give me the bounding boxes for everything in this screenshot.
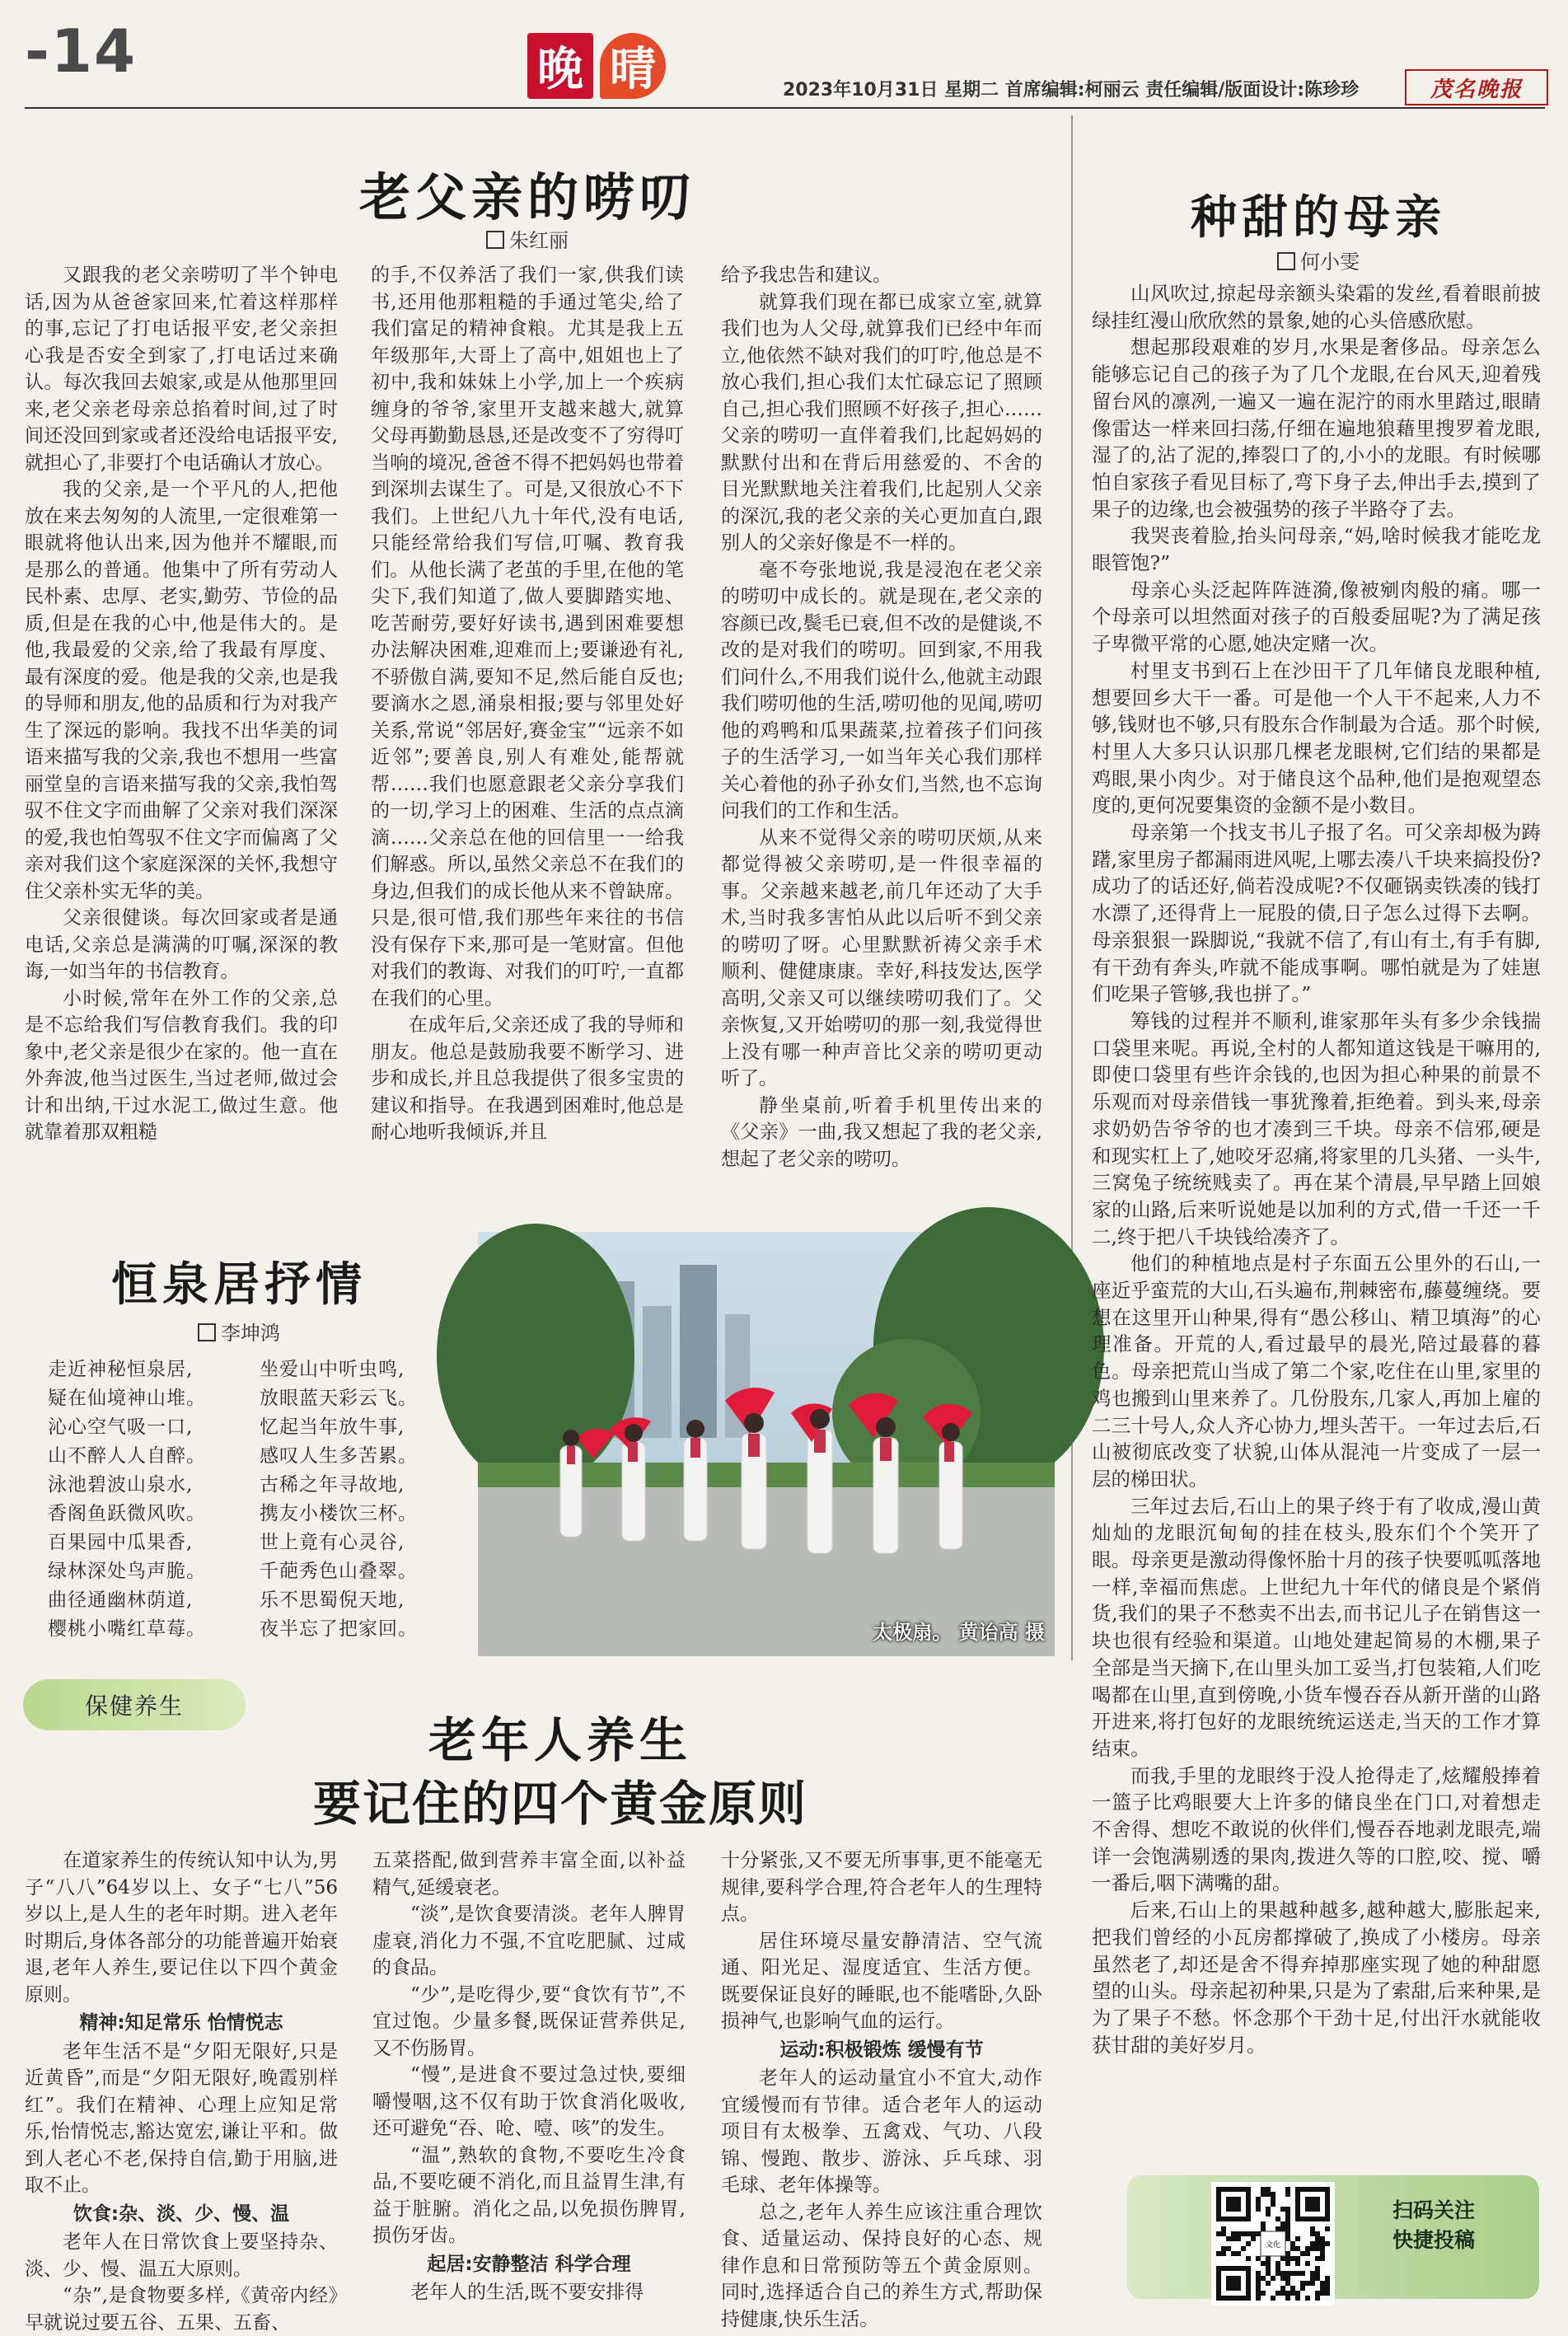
paragraph: 的手,不仅养活了我们一家,供我们读书,还用他那粗糙的手通过笔尖,给了我们富足的精神食粮。尤其是我上五年级那年,大哥上了高中,姐姐也上了初中,我和妹妹上小学,加上一个疾病缠身的爷爷,家里开支越来越大,就算父母再勤勤恳恳,还是改变不了穷得叮当响的境况,爸爸不得不把妈妈也带着到深圳去谋生了。可是,又很放心不下我们。上世纪八九十年代,没有电话,只能经常给我们写信,叮嘱、教育我们。从他长满了老茧的手里,在他的笔尖下,我们知道了,做人要脚踏实地、吃苦耐劳,要好好读书,遇到困难要想办法解决困难,迎难而上;要谦逊有礼,不骄傲自满,要知不足,然后能自反也;要滴水之恩,涌泉相报;要与邻里处好关系,常说“邻居好,赛金宝”“远亲不如近邻”;要善良,别人有难处,能帮就帮……我们也愿意跟老父亲分享我们的一切,学习上的困难、生活的点点滴滴……父亲总在他的回信里一一给我们解惑。所以,虽然父亲总不在我们的身边,但我们的成长他从来不曾缺席。只是,很可惜,我们那些年来往的书信没有保存下来,那可是一笔财富。但他对我们的教诲、对我们的叮咛,一直都在我们的心里。 [371,264,684,1009]
qr-code[interactable] [1211,2182,1335,2306]
poem-line: 香阁鱼跃微风吹。 [48,1503,206,1524]
article2-column [1092,280,1541,2163]
byline-author: 朱红丽 [509,229,569,252]
poem-line: 山不醉人人自醉。 [48,1445,206,1467]
health-column-3 [721,1847,1042,2330]
byline-box-icon [198,1323,216,1341]
poem-title: 恒泉居抒情 [111,1258,367,1312]
subheading: 饮食:杂、淡、少、慢、温 [73,2203,290,2225]
qr-line-1: 扫码关注 [1392,2198,1476,2222]
masthead-logo: 茂名晚报 [1405,69,1548,105]
section-char-wan: 晚 [527,33,593,99]
poem-line: 古稀之年寻故地, [260,1474,405,1496]
health-title-line1: 老年人养生 [428,1712,692,1768]
paragraph: 我的父亲,是一个平凡的人,把他放在来去匆匆的人流里,一定很难第一眼就将他认出来,因为他并不耀眼,而是那么的普通。他集中了所有劳动人民朴素、忠厚、老实,勤劳、节俭的品质,但是在我的心中,他是伟大的。是他,我最爱的父亲,给了我最有厚度、最有深度的爱。他是我的父亲,也是我的导师和朋友,他的品质和行为对我产生了深远的影响。我找不出华美的词语来描写我的父亲,我也不想用一些富丽堂皇的言语来描写我的父亲,我怕驾驭不住文字而曲解了父亲对我们深深的爱,我也怕驾驭不住文字而偏离了父亲对我们这个家庭深深的关怀,我想守住父亲朴实无华的美。 [25,479,338,902]
paragraph: 筹钱的过程并不顺利,谁家那年头有多少余钱揣口袋里来呢。再说,全村的人都知道这钱是干嘛用的,即使口袋里有些许余钱的,也因为担心种果的前景不乐观而对母亲借钱一事犹豫着,拒绝着。到头来,母亲求奶奶告爷爷的也才凑到三千块。母亲不信邪,硬是和现实杠上了,她咬牙忍痛,将家里的几头猪、一头牛,三窝兔子统统贱卖了。再在某个清晨,早早踏上回娘家的山路,后来听说她是以加利的方式,借一千还一千二,终于把八千块钱给凑齐了。 [1092,1009,1541,1248]
health-column-2 [372,1847,686,2317]
qr-code-graphic [1216,2187,1330,2301]
qr-center-label: 文化 [1265,2241,1281,2250]
poem-line: 疑在仙境神山堆。 [48,1388,206,1409]
article-byline-father [231,224,824,253]
photo-illustration [478,1232,1055,1656]
page-number: -14 [25,16,138,86]
poem-line: 绿林深处鸟声脆。 [48,1561,206,1582]
paragraph: 又跟我的老父亲唠叨了半个钟电话,因为从爸爸家回来,忙着这样那样的事,忘记了打电话报平安,老父亲担心我是否安全到家了,打电话过来确认。每次我回去娘家,或是从他那里回来,老父亲老母亲总掐着时间,过了时间还没回到家或者还没给电话报平安,就担心了,非要打个电话确认才放心。 [25,264,338,474]
health-title-line2: 要记住的四个黄金原则 [312,1776,807,1832]
article-title-mother: 种甜的母亲 [1191,191,1446,245]
byline-author: 李坤鸿 [221,1322,280,1345]
paragraph: 毫不夸张地说,我是浸泡在老父亲的唠叨中成长的。就是现在,老父亲的容颜已改,鬓毛已衰,但不改的是健谈,不改的是对我们的唠叨。回到家,不用我们问什么,不用我们说什么,他就主动跟我们唠叨他的生活,唠叨他的见闻,唠叨他的鸡鸭和瓜果蔬菜,拉着孩子们问孩子的生活学习,一如当年关心我们那样关心着他的孙子孙女们,当然,也不忘询问我们的工作和生活。 [721,559,1042,822]
paragraph: 静坐桌前,听着手机里传出来的《父亲》一曲,我又想起了我的老父亲,想起了老父亲的唠叨。 [721,1094,1042,1170]
poem-line: 千葩秀色山叠翠。 [260,1561,418,1582]
paragraph: 他们的种植地点是村子东面五公里外的石山,一座近乎蛮荒的大山,石头遍布,荆棘密布,藤蔓缠绕。要想在这里开山种果,得有“愚公移山、精卫填海”的心理准备。开荒的人,看过最早的晨光,陪过最暮的暮色。母亲把荒山当成了第二个家,吃住在山里,家里的鸡也搬到山里来养了。几份股东,几家人,再加上雇的二三十号人,众人齐心协力,埋头苦干。一年过去后,石山被彻底改变了状貌,山体从混沌一片变成了一层一层的梯田状。 [1092,1252,1541,1491]
paragraph: 在道家养生的传统认知中认为,男子“八八”64岁以上、女子“七八”56岁以上,是人生的老年时期。进入老年时期后,身体各部分的功能普遍开始衰退,老年人养生,要记住以下四个黄金原则。 [25,1850,338,2006]
poem-line: 樱桃小嘴红草莓。 [48,1618,206,1640]
poem-line: 夜半忘了把家回。 [260,1618,418,1640]
byline-author: 何小雯 [1300,250,1360,274]
paragraph: 想起那段艰难的岁月,水果是奢侈品。母亲怎么能够忘记自己的孩子为了几个龙眼,在台风天,迎着残留台风的凛冽,一遍又一遍在泥泞的雨水里踏过,眼睛像雷达一样来回扫荡,仔细在遍地狼藉里搜罗着龙眼,湿了的,沾了泥的,捧裂口了的,小小的龙眼。有时候哪怕自家孩子看见目标了,弯下身子去,伸出手去,摸到了果子的边缘,也会被强势的孩子半路夺了去。 [1092,335,1541,521]
paragraph: 我哭丧着脸,抬头问母亲,“妈,啥时候我才能吃龙眼管饱?” [1092,524,1541,575]
paragraph: 老年人在日常饮食上要坚持杂、淡、少、慢、温五大原则。 [25,2231,338,2280]
paragraph: “少”,是吃得少,要“食饮有节”,不宜过饱。少量多餐,既保证营养供足,又不伤肠胃。 [372,1983,686,2059]
paragraph: “杂”,是食物要多样,《黄帝内经》早就说过要五谷、五果、五畜、 [25,2285,338,2334]
paragraph: “淡”,是饮食要清淡。老年人脾胃虚衰,消化力不强,不宜吃肥腻、过咸的食品。 [372,1903,686,1978]
paragraph: 小时候,常年在外工作的父亲,总是不忘给我们写信教育我们。我的印象中,老父亲是很少在家的。他一直在外奔波,他当过医生,当过老师,做过会计和出纳,干过水泥工,做过生意。他就靠着那双粗糙 [25,987,338,1143]
paragraph: 三年过去后,石山上的果子终于有了收成,漫山黄灿灿的龙眼沉甸甸的挂在枝头,股东们个个笑开了眼。母亲更是激动得像怀胎十月的孩子快要呱呱落地一样,幸福而焦虑。上世纪九十年代的储良是个紧俏货,我们的果子不愁卖不出去,而书记儿子在销售这一块也很有经验和渠道。山地处建起简易的木棚,果子全部是当天摘下,在山里头加工妥当,打包装箱,人们吃喝都在山里,直到傍晚,小货车慢吞吞从新开凿的山路开进来,将打包好的龙眼统统运送走,当天的工作才算结束。 [1092,1494,1541,1760]
article1-column-1 [25,262,338,1226]
poem-line: 携友小楼饮三杯。 [260,1503,418,1524]
paragraph: 老年人的运动量宜小不宜大,动作宜缓慢而有节律。适合老年人的运动项目有太极拳、五禽戏、气功、八段锦、慢跑、散步、游泳、乒乓球、羽毛球、老年体操等。 [721,2067,1042,2196]
health-column-1 [25,1847,338,2334]
article-title-father: 老父亲的唠叨 [358,167,695,227]
paragraph: 就算我们现在都已成家立室,就算我们也为人父母,就算我们已经中年而立,他依然不缺对我们的叮咛,他总是不放心我们,担心我们太忙碌忘记了照顾自己,担心我们照顾不好孩子,担心……父亲的唠叨一直伴着我们,比起妈妈的默默付出和在背后用慈爱的、不舍的目光默默地关注着我们,比起别人父亲的深沉,我的老父亲的关心更加直白,跟别人的父亲好像是不一样的。 [721,291,1042,554]
poem-line: 曲径通幽林荫道, [48,1589,194,1611]
byline-box-icon [486,231,504,249]
poem-line: 泳池碧波山泉水, [48,1474,194,1496]
poem-left-column [48,1355,206,1644]
paragraph: 母亲第一个找支书儿子报了名。可父亲却极为踌躇,家里房子都漏雨进风呢,上哪去凑八千块来搞投份?成功了的话还好,倘若没成呢?不仅砸锅卖铁凑的钱打水漂了,还得背上一屁股的债,日子怎么过得下去啊。母亲狠狠一跺脚说,“我就不信了,有山有土,有手有脚,有干劲有奔头,咋就不能成事啊。哪怕就是为了娃崽们吃果子管够,我也拼了。” [1092,821,1541,1006]
article-byline-mother [1088,246,1549,274]
header-info: 2023年10月31日 星期二 首席编辑:柯丽云 责任编辑/版面设计:陈珍珍 [783,80,1360,101]
qr-text [1392,2196,1475,2255]
paragraph: 总之,老年人养生应该注重合理饮食、适量运动、保持良好的心态、规律作息和日常预防等五个黄金原则。同时,选择适合自己的养生方式,帮助保持健康,快乐生活。 [721,2201,1042,2330]
paragraph: 在成年后,父亲还成了我的导师和朋友。他总是鼓励我要不断学习、进步和成长,并且总我提供了很多宝贵的建议和指导。在我遇到困难时,他总是耐心地听我倾诉,并且 [371,1014,684,1143]
poem-byline [33,1317,445,1346]
section-title [527,33,666,107]
paragraph: 老年生活不是“夕阳无限好,只是近黄昏”,而是“夕阳无限好,晚霞别样红”。我们在精神、心理上应知足常乐,怡情悦志,豁达宽宏,谦让平和。做到人老心不老,保持自信,勤于用脑,进取不止。 [25,2040,338,2196]
poem-right-column [260,1355,418,1644]
tai-chi-photo [478,1232,1055,1656]
poem-line: 百果园中瓜果香, [48,1532,194,1553]
byline-box-icon [1277,252,1295,270]
paragraph: 十分紧张,又不要无所事事,更不能毫无规律,要科学合理,符合老年人的生理特点。 [721,1850,1042,1925]
poem-line: 放眼蓝天彩云飞。 [260,1388,418,1409]
paragraph: 给予我忠告和建议。 [721,264,892,286]
paragraph: “温”,熟软的食物,不要吃生冷食品,不要吃硬不消化,而且益胃生津,有益于脏腑。消化之品,以免损伤脾胃,损伤牙齿。 [372,2144,686,2246]
health-section-tag: 保健养生 [23,1679,246,1730]
poem-line: 感叹人生多苦累。 [260,1445,418,1467]
subheading: 精神:知足常乐 怡情悦志 [79,2012,283,2034]
poem-line: 坐爱山中听虫鸣, [260,1359,405,1380]
article1-column-2 [371,262,684,1226]
poem-line: 忆起当年放牛事, [260,1416,405,1438]
subheading: 运动:积极锻炼 缓慢有节 [779,2039,984,2061]
paragraph: 从来不觉得父亲的唠叨厌烦,从来都觉得被父亲唠叨,是一件很幸福的事。父亲越来越老,前几年还动了大手术,当时我多害怕从此以后听不到父亲的唠叨了呀。心里默默祈祷父亲手术顺利、健健康康。幸好,科技发达,医学高明,父亲又可以继续唠叨我们了。父亲恢复,又开始唠叨的那一刻,我觉得世上没有哪一种声音比父亲的唠叨更动听了。 [721,826,1042,1089]
paragraph: 父亲很健谈。每次回家或者是通电话,父亲总是满满的叮嘱,深深的教诲,一如当年的书信教育。 [25,907,338,982]
paragraph: 五菜搭配,做到营养丰富全面,以补益精气,延缓衰老。 [372,1850,686,1898]
paragraph: 后来,石山上的果越种越多,越种越大,膨胀起来,把我们曾经的小瓦房都撑破了,换成了小楼房。母亲虽然老了,却还是舍不得弃掉那座实现了她的种甜愿望的山头。母亲起初种果,只是为了索甜,后来种果,是为了果子不愁。怀念那个干劲十足,付出汗水就能收获甘甜的美好岁月。 [1092,1898,1541,2057]
paragraph: 村里支书到石上在沙田干了几年储良龙眼种植,想要回乡大干一番。可是他一个人干不起来,人力不够,钱财也不够,只有股东合作制最为合适。那个时候,村里人大多只认识那几棵老龙眼树,它们结的果都是鸡眼,果小肉少。对于储良这个品种,他们是抱观望态度的,更何况要集资的金额不是小数目。 [1092,658,1541,817]
subheading: 起居:安静整洁 科学合理 [427,2253,631,2275]
article1-column-3 [721,262,1042,1226]
poem-line: 世上竟有心灵谷, [260,1532,405,1553]
paragraph: 居住环境尽量安静清洁、空气流通、阳光足、湿度适宜、生活方便。既要保证良好的睡眠,也不能嗜卧,久卧损神气,也影响气血的运行。 [721,1930,1042,2032]
photo-caption: 太极扇。 黄诒高 摄 [873,1621,1045,1644]
section-char-qing: 晴 [600,33,666,99]
paragraph: 母亲心头泛起阵阵涟漪,像被剜肉般的痛。哪一个母亲可以坦然面对孩子的百般委屈呢?为了满足孩子卑微平常的心愿,她决定赌一次。 [1092,578,1541,656]
header-rule [25,107,1545,109]
qr-line-2: 快捷投稿 [1392,2228,1476,2252]
paragraph: 老年人的生活,既不要安排得 [410,2282,644,2303]
paragraph: 山风吹过,掠起母亲额头染霜的发丝,看着眼前披绿挂红漫山欣欣然的景象,她的心头倍感欣慰。 [1092,282,1541,332]
paragraph: 而我,手里的龙眼终于没人抢得走了,炫耀般捧着一篮子比鸡眼要大上许多的储良坐在门口,对着想走不舍得、想吃不敢说的伙伴们,慢吞吞地剥龙眼壳,端详一会饱满剔透的果肉,拨进久等的口腔,咬、搅、嚼一番后,咽下满嘴的甜。 [1092,1763,1541,1895]
paragraph: “慢”,是进食不要过急过快,要细嚼慢咽,这不仅有助于饮食消化吸收,还可避免“吞、呛、噎、咳”的发生。 [372,2064,686,2139]
poem-line: 沁心空气吸一口, [48,1416,194,1438]
poem-line: 乐不思蜀倪天地, [260,1589,405,1611]
poem-line: 走近神秘恒泉居, [48,1359,194,1380]
